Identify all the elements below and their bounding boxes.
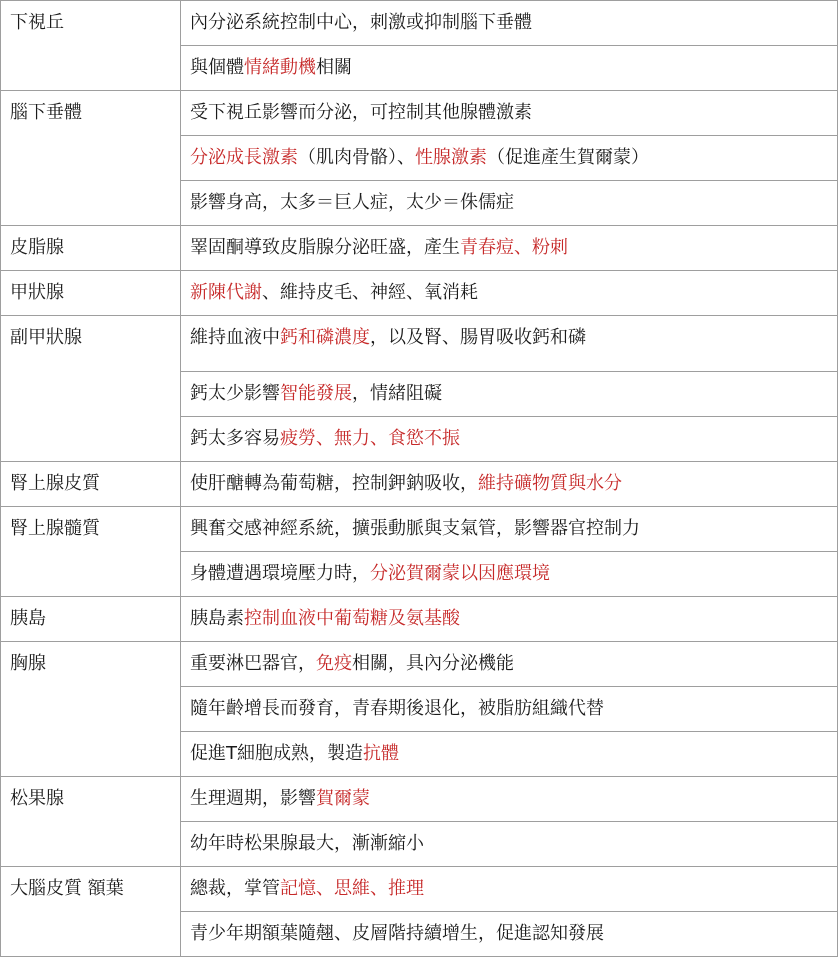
description-text: 受下視丘影響而分泌，可控制其他腺體激素 bbox=[190, 102, 532, 123]
description-text: （促進產生賀爾蒙） bbox=[487, 147, 649, 168]
highlighted-text: 控制血液中葡萄糖及氨基酸 bbox=[244, 608, 460, 629]
description-text: 幼年時松果腺最大，漸漸縮小 bbox=[190, 833, 424, 854]
function-description bbox=[181, 507, 838, 552]
organ-name: 腎上腺皮質 bbox=[1, 462, 181, 507]
function-description bbox=[181, 1, 838, 46]
table-row bbox=[1, 597, 838, 642]
description-text: 維持血液中 bbox=[190, 327, 280, 348]
highlighted-text: 維持礦物質與水分 bbox=[478, 473, 622, 494]
description-text: 使肝醣轉為葡萄糖，控制鉀鈉吸收， bbox=[190, 473, 478, 494]
highlighted-text: 智能發展 bbox=[280, 383, 352, 404]
function-description bbox=[181, 91, 838, 136]
description-text: （肌肉骨骼）、 bbox=[298, 147, 415, 168]
table-row bbox=[1, 867, 838, 912]
organ-name: 胸腺 bbox=[1, 642, 181, 777]
description-text: 重要淋巴器官， bbox=[190, 653, 316, 674]
organ-name: 大腦皮質 額葉 bbox=[1, 867, 181, 957]
description-text: 內分泌系統控制中心，刺激或抑制腦下垂體 bbox=[190, 12, 532, 33]
highlighted-text: 分泌賀爾蒙以因應環境 bbox=[370, 563, 550, 584]
function-description bbox=[181, 552, 838, 597]
function-description bbox=[181, 462, 838, 507]
highlighted-text: 分泌成長激素 bbox=[190, 147, 298, 168]
description-text: 興奮交感神經系統，擴張動脈與支氣管，影響器官控制力 bbox=[190, 518, 640, 539]
function-description bbox=[181, 226, 838, 271]
table-row bbox=[1, 271, 838, 316]
organ-name: 腦下垂體 bbox=[1, 91, 181, 226]
description-text: 睪固酮導致皮脂腺分泌旺盛，產生 bbox=[190, 237, 460, 258]
organ-name: 腎上腺髓質 bbox=[1, 507, 181, 597]
table-row bbox=[1, 777, 838, 822]
table-body bbox=[1, 1, 838, 957]
table-row bbox=[1, 226, 838, 271]
description-text: 促進T細胞成熟，製造 bbox=[190, 743, 363, 764]
organ-name: 甲狀腺 bbox=[1, 271, 181, 316]
table-row bbox=[1, 642, 838, 687]
description-text: 身體遭遇環境壓力時， bbox=[190, 563, 370, 584]
organ-name: 副甲狀腺 bbox=[1, 316, 181, 462]
function-description bbox=[181, 822, 838, 867]
highlighted-text: 抗體 bbox=[363, 743, 399, 764]
highlighted-text: 賀爾蒙 bbox=[316, 788, 370, 809]
description-text: 相關，具內分泌機能 bbox=[352, 653, 514, 674]
highlighted-text: 性腺激素 bbox=[415, 147, 487, 168]
function-description bbox=[181, 271, 838, 316]
table-row bbox=[1, 462, 838, 507]
function-description bbox=[181, 597, 838, 642]
description-text: 青少年期額葉隨翹、皮層階持續增生，促進認知發展 bbox=[190, 923, 604, 944]
highlighted-text: 情緒動機 bbox=[244, 57, 316, 78]
function-description bbox=[181, 777, 838, 822]
table-row bbox=[1, 1, 838, 46]
function-description bbox=[181, 912, 838, 957]
description-text: 生理週期，影響 bbox=[190, 788, 316, 809]
function-description bbox=[181, 687, 838, 732]
function-description bbox=[181, 732, 838, 777]
organ-name: 胰島 bbox=[1, 597, 181, 642]
description-text: ，情緒阻礙 bbox=[352, 383, 442, 404]
organ-name: 松果腺 bbox=[1, 777, 181, 867]
highlighted-text: 記憶、思維、推理 bbox=[280, 878, 424, 899]
function-description bbox=[181, 181, 838, 226]
organ-name: 下視丘 bbox=[1, 1, 181, 91]
description-text: 影響身高，太多＝巨人症，太少＝侏儒症 bbox=[190, 192, 514, 213]
description-text: 鈣太少影響 bbox=[190, 383, 280, 404]
highlighted-text: 鈣和磷濃度 bbox=[280, 327, 370, 348]
table-row bbox=[1, 507, 838, 552]
description-text: 、維持皮毛、神經、氧消耗 bbox=[262, 282, 478, 303]
function-description bbox=[181, 136, 838, 181]
function-description bbox=[181, 417, 838, 462]
function-description bbox=[181, 316, 838, 372]
description-text: 隨年齡增長而發育，青春期後退化，被脂肪組織代替 bbox=[190, 698, 604, 719]
function-description bbox=[181, 372, 838, 417]
highlighted-text: 新陳代謝 bbox=[190, 282, 262, 303]
organ-name: 皮脂腺 bbox=[1, 226, 181, 271]
function-description bbox=[181, 46, 838, 91]
function-description bbox=[181, 867, 838, 912]
highlighted-text: 免疫 bbox=[316, 653, 352, 674]
description-text: 與個體 bbox=[190, 57, 244, 78]
table-row bbox=[1, 316, 838, 372]
table-row bbox=[1, 91, 838, 136]
description-text: ，以及腎、腸胃吸收鈣和磷 bbox=[370, 327, 586, 348]
function-description bbox=[181, 642, 838, 687]
description-text: 相關 bbox=[316, 57, 352, 78]
description-text: 鈣太多容易 bbox=[190, 428, 280, 449]
description-text: 胰島素 bbox=[190, 608, 244, 629]
description-text: 總裁，掌管 bbox=[190, 878, 280, 899]
highlighted-text: 疲勞、無力、食慾不振 bbox=[280, 428, 460, 449]
highlighted-text: 青春痘、粉刺 bbox=[460, 237, 568, 258]
